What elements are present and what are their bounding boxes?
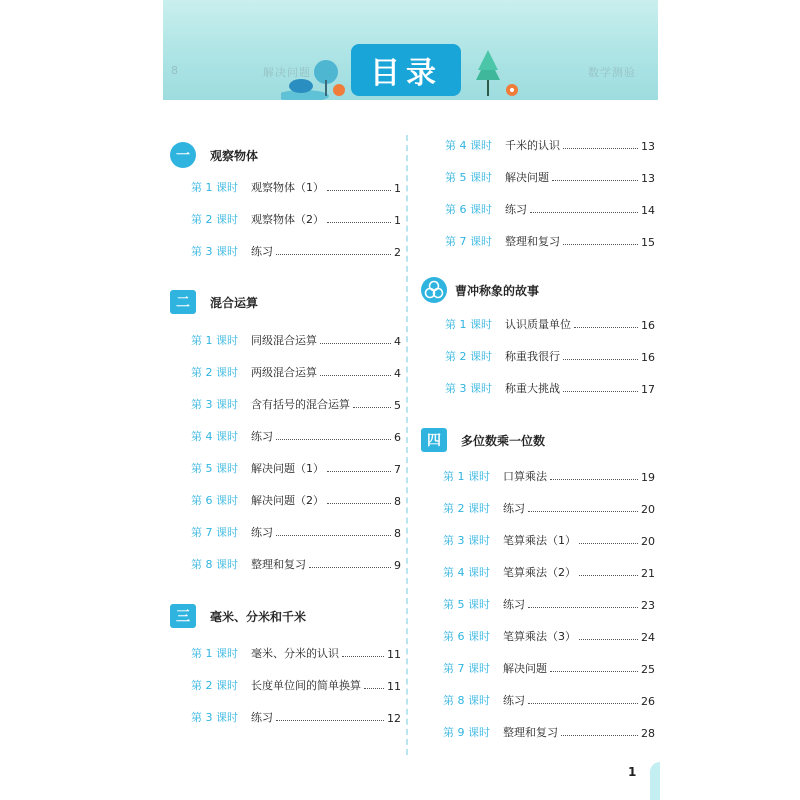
dot-leader [276,720,384,721]
section-title: 曹冲称象的故事 [455,283,540,298]
dot-leader [550,671,638,672]
lesson-page-number: 2 [394,246,401,259]
dot-leader [528,511,638,512]
lesson-row[interactable] [191,394,401,412]
lesson-label: 第 4 课时 [443,566,490,579]
lesson-row[interactable] [191,490,401,508]
lesson-row[interactable] [443,594,655,612]
lesson-title: 观察物体（2） [251,213,324,226]
lesson-label: 第 8 课时 [191,558,238,571]
lesson-title: 解决问题（2） [251,494,324,507]
lesson-page-number: 11 [387,680,401,693]
lesson-label: 第 3 课时 [443,534,490,547]
lesson-title: 整理和复习 [505,235,560,248]
lesson-row[interactable] [191,554,401,572]
rings-icon [421,277,447,303]
dot-leader [574,327,638,328]
lesson-label: 第 8 课时 [443,694,490,707]
lesson-title: 练习 [251,526,273,539]
lesson-title: 两级混合运算 [251,366,317,379]
lesson-label: 第 9 课时 [443,726,490,739]
lesson-label: 第 2 课时 [445,350,492,363]
page-title: 目录 [351,44,461,96]
lesson-row[interactable] [443,530,655,548]
corner-decoration [650,762,660,800]
lesson-row[interactable] [191,330,401,348]
lesson-title: 练习 [251,430,273,443]
dot-leader [579,543,638,544]
dot-leader [563,148,638,149]
lesson-label: 第 5 课时 [191,462,238,475]
lesson-label: 第 2 课时 [191,366,238,379]
lesson-label: 第 3 课时 [445,382,492,395]
section-header [421,428,545,452]
lesson-row[interactable] [191,707,401,725]
lesson-page-number: 12 [387,712,401,725]
lesson-label: 第 1 课时 [445,318,492,331]
lesson-title: 认识质量单位 [505,318,571,331]
lesson-row[interactable] [191,241,401,259]
lesson-label: 第 6 课时 [443,630,490,643]
lesson-label: 第 1 课时 [191,181,238,194]
lesson-title: 千米的认识 [505,139,560,152]
lesson-title: 笔算乘法（3） [503,630,576,643]
lesson-label: 第 2 课时 [191,679,238,692]
dot-leader [561,735,638,736]
dot-leader [563,391,638,392]
lesson-label: 第 4 课时 [445,139,492,152]
lesson-page-number: 6 [394,431,401,444]
lesson-row[interactable] [191,362,401,380]
lesson-page-number: 20 [641,503,655,516]
lesson-label: 第 2 课时 [191,213,238,226]
lesson-row[interactable] [445,135,655,153]
lesson-page-number: 19 [641,471,655,484]
section-header [421,277,539,303]
section-number-badge: 四 [421,428,447,452]
lesson-row[interactable] [191,177,401,195]
lesson-page-number: 24 [641,631,655,644]
lesson-title: 毫米、分米的认识 [251,647,339,660]
lesson-label: 第 5 课时 [443,598,490,611]
lesson-label: 第 3 课时 [191,245,238,258]
lesson-label: 第 5 课时 [445,171,492,184]
lesson-title: 同级混合运算 [251,334,317,347]
page-number: 1 [628,765,637,779]
dot-leader [320,375,391,376]
lesson-page-number: 28 [641,727,655,740]
faded-text-mid: 解决问题 [263,66,311,79]
lesson-title: 练习 [503,502,525,515]
lesson-page-number: 16 [641,319,655,332]
lesson-page-number: 25 [641,663,655,676]
dot-leader [579,575,638,576]
trees-right-icon [468,50,538,100]
lesson-title: 练习 [251,711,273,724]
dot-leader [552,180,638,181]
lesson-row[interactable] [191,209,401,227]
lesson-title: 解决问题 [503,662,547,675]
dot-leader [364,688,384,689]
lesson-title: 整理和复习 [251,558,306,571]
lesson-title: 整理和复习 [503,726,558,739]
section-header [170,290,258,314]
lesson-row[interactable] [445,231,655,249]
lesson-row[interactable] [445,346,655,364]
lesson-page-number: 17 [641,383,655,396]
dot-leader [563,244,638,245]
lesson-title: 笔算乘法（2） [503,566,576,579]
section-title: 多位数乘一位数 [461,433,546,448]
lesson-page-number: 7 [394,463,401,476]
dot-leader [528,607,638,608]
toc-page [163,0,658,800]
dot-leader [528,703,638,704]
dot-leader [276,535,391,536]
lesson-title: 解决问题（1） [251,462,324,475]
lesson-page-number: 14 [641,204,655,217]
lesson-page-number: 11 [387,648,401,661]
dot-leader [342,656,384,657]
lesson-title: 含有括号的混合运算 [251,398,350,411]
lesson-label: 第 1 课时 [191,647,238,660]
lesson-label: 第 7 课时 [443,662,490,675]
trees-left-icon [281,52,351,100]
lesson-label: 第 4 课时 [191,430,238,443]
lesson-row[interactable] [191,675,401,693]
lesson-label: 第 3 课时 [191,398,238,411]
dot-leader [550,479,638,480]
lesson-label: 第 3 课时 [191,711,238,724]
dot-leader [327,503,391,504]
header-banner [163,0,658,100]
lesson-row[interactable] [445,314,655,332]
lesson-row[interactable] [443,626,655,644]
lesson-row[interactable] [445,199,655,217]
dot-leader [327,190,391,191]
dot-leader [309,567,391,568]
section-number-badge: 三 [170,604,196,628]
lesson-row[interactable] [443,466,655,484]
lesson-page-number: 15 [641,236,655,249]
dot-leader [530,212,638,213]
lesson-page-number: 4 [394,367,401,380]
lesson-row[interactable] [191,458,401,476]
section-header [170,142,258,168]
lesson-page-number: 1 [394,214,401,227]
dot-leader [276,254,391,255]
lesson-row[interactable] [443,690,655,708]
lesson-page-number: 1 [394,182,401,195]
dot-leader [320,343,391,344]
lesson-label: 第 6 课时 [445,203,492,216]
lesson-title: 练习 [503,598,525,611]
section-title: 观察物体 [210,148,259,163]
section-title: 混合运算 [210,295,259,310]
lesson-row[interactable] [443,498,655,516]
lesson-page-number: 13 [641,172,655,185]
lesson-label: 第 1 课时 [443,470,490,483]
section-header [170,604,306,628]
lesson-row[interactable] [443,562,655,580]
lesson-row[interactable] [445,378,655,396]
lesson-row[interactable] [191,643,401,661]
lesson-row[interactable] [191,522,401,540]
dot-leader [563,359,638,360]
lesson-row[interactable] [443,658,655,676]
lesson-label: 第 7 课时 [445,235,492,248]
column-divider [406,135,408,755]
lesson-label: 第 6 课时 [191,494,238,507]
dot-leader [353,407,391,408]
lesson-row[interactable] [445,167,655,185]
lesson-title: 练习 [505,203,527,216]
dot-leader [276,439,391,440]
lesson-page-number: 26 [641,695,655,708]
faded-text-left: 8 [171,64,179,77]
lesson-title: 练习 [251,245,273,258]
section-title: 毫米、分米和千米 [210,609,307,624]
dot-leader [579,639,638,640]
lesson-title: 练习 [503,694,525,707]
dot-leader [327,471,391,472]
lesson-page-number: 8 [394,527,401,540]
lesson-page-number: 9 [394,559,401,572]
lesson-row[interactable] [443,722,655,740]
dot-leader [327,222,391,223]
lesson-title: 称重我很行 [505,350,560,363]
lesson-label: 第 7 课时 [191,526,238,539]
lesson-title: 口算乘法 [503,470,547,483]
lesson-page-number: 23 [641,599,655,612]
lesson-title: 称重大挑战 [505,382,560,395]
lesson-title: 解决问题 [505,171,549,184]
lesson-row[interactable] [191,426,401,444]
lesson-page-number: 20 [641,535,655,548]
lesson-page-number: 5 [394,399,401,412]
lesson-page-number: 8 [394,495,401,508]
section-number-badge: 一 [170,142,196,168]
lesson-page-number: 13 [641,140,655,153]
lesson-page-number: 16 [641,351,655,364]
lesson-label: 第 2 课时 [443,502,490,515]
lesson-page-number: 21 [641,567,655,580]
lesson-title: 笔算乘法（1） [503,534,576,547]
faded-text-right: 数学测验 [588,66,636,79]
lesson-label: 第 1 课时 [191,334,238,347]
section-number-badge: 二 [170,290,196,314]
lesson-title: 观察物体（1） [251,181,324,194]
lesson-page-number: 4 [394,335,401,348]
lesson-title: 长度单位间的简单换算 [251,679,361,692]
